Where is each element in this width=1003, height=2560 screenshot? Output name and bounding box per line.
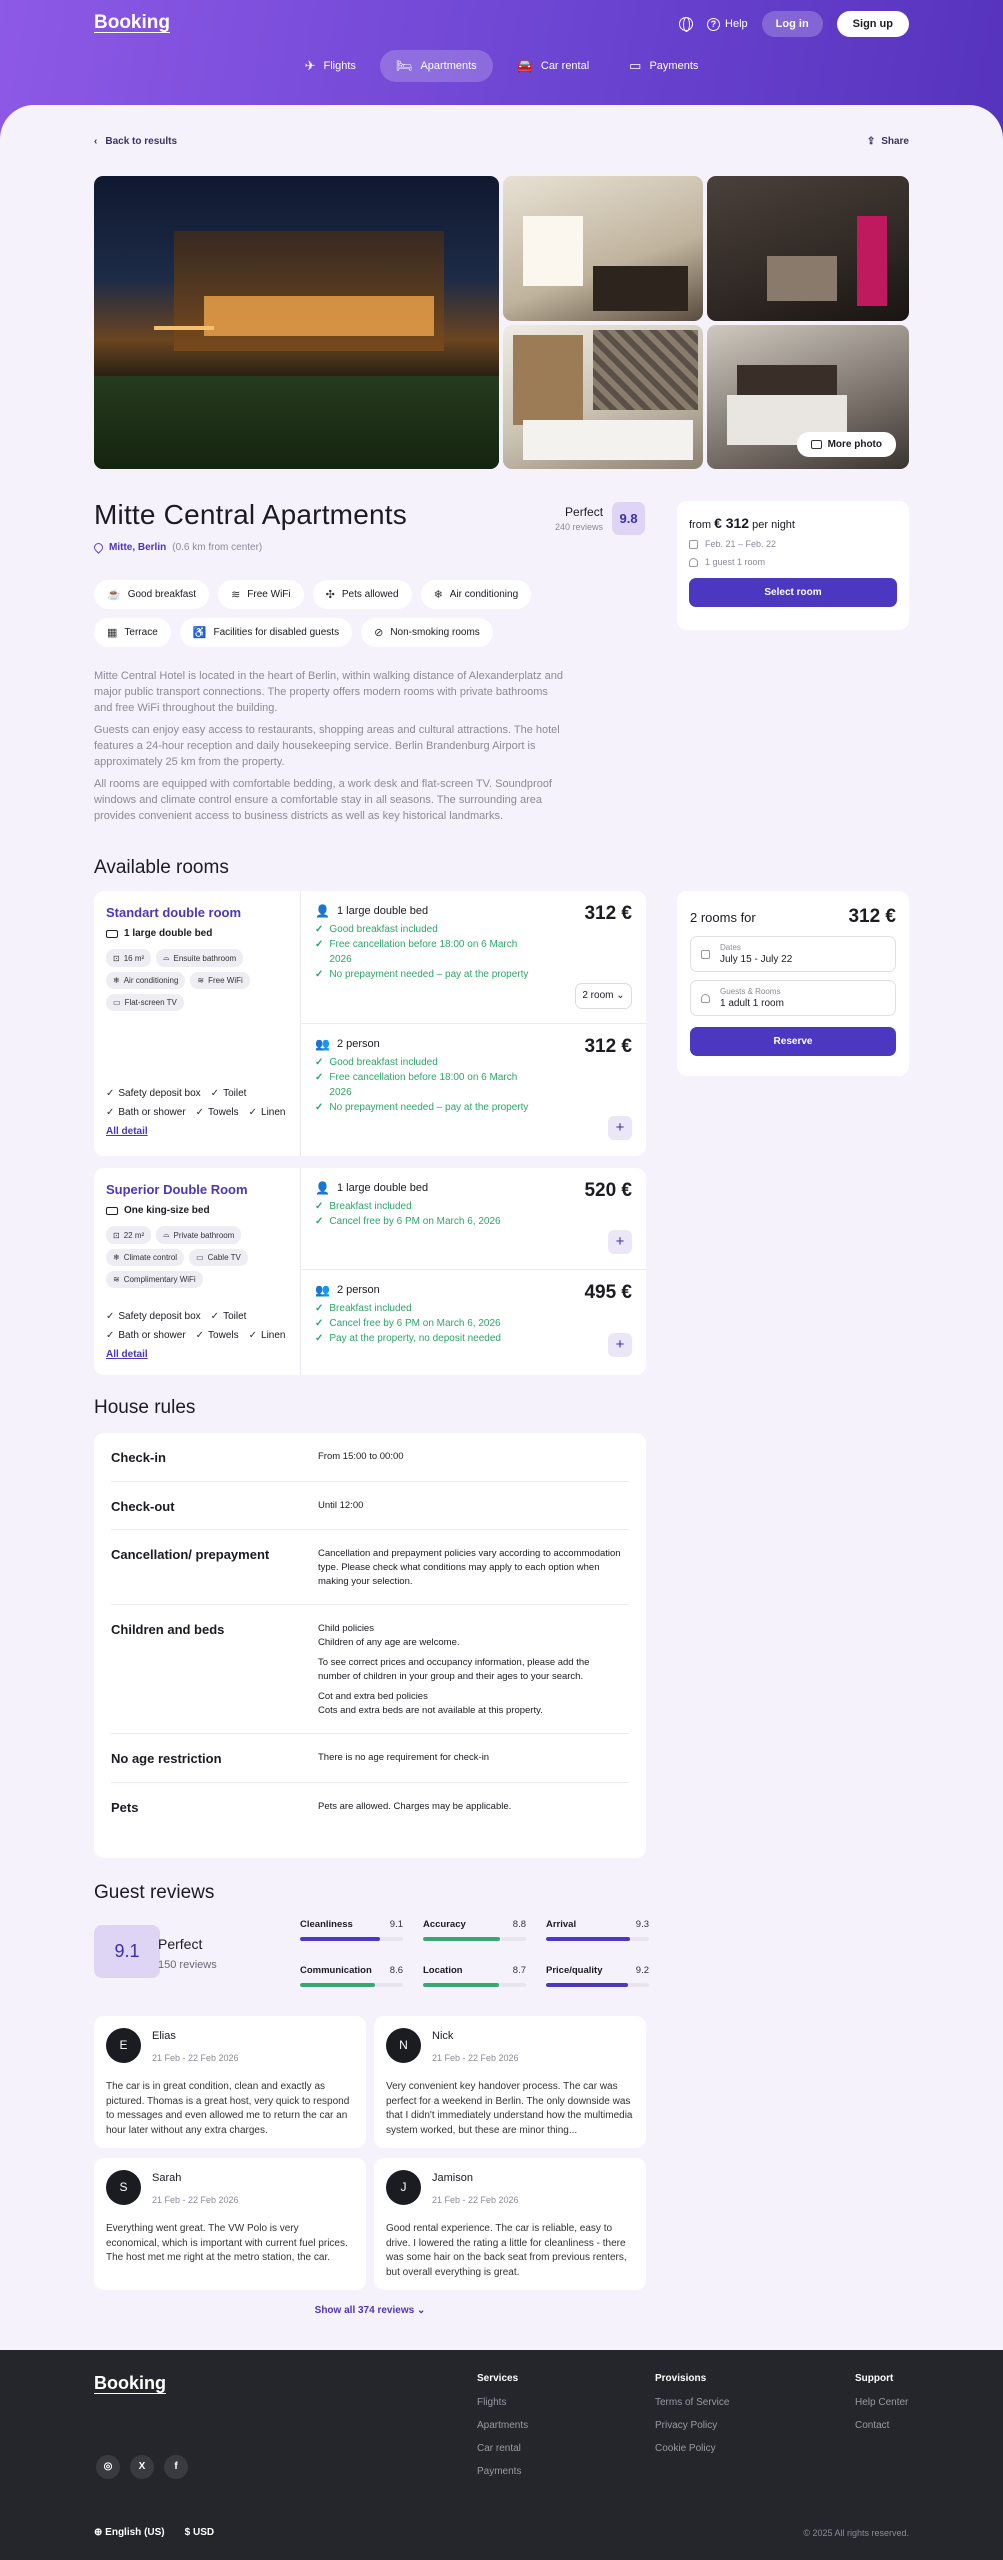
- room-features: ✓ Safety deposit box ✓ Toilet ✓ Bath or shower ✓ Towels ✓ Linen All detail: [106, 1084, 285, 1141]
- card-icon: ▭: [629, 58, 642, 73]
- score-bar-fill: [300, 1983, 375, 1987]
- avatar: S: [106, 2170, 141, 2205]
- category-score: Accuracy 8.8: [423, 1919, 526, 1941]
- amenities-list: [94, 580, 614, 647]
- person-icon: 👤: [315, 1181, 330, 1195]
- reviews-count[interactable]: 240 reviews: [555, 522, 604, 532]
- category-score: Arrival 9.3: [546, 1919, 649, 1941]
- ac-icon: ❄: [433, 589, 443, 601]
- all-detail-link[interactable]: All detail: [106, 1349, 148, 1360]
- category-score: Price/quality 9.2: [546, 1965, 649, 1987]
- option-price: 495 €: [584, 1282, 632, 1303]
- dates-field[interactable]: Dates July 15 - July 22: [690, 936, 896, 972]
- wifi-icon: ≋: [231, 589, 241, 601]
- room-photo-1[interactable]: [503, 176, 703, 321]
- rules-heading: House rules: [94, 1397, 196, 1418]
- header-actions: [679, 11, 909, 37]
- booking-card: 2 rooms for 312 € Dates July 15 - July 22 Guests & Rooms 1 adult 1 room Reserve: [677, 891, 909, 1076]
- option-price: 520 €: [584, 1180, 632, 1201]
- score-bar-fill: [423, 1983, 499, 1987]
- bed-icon: 🛏: [395, 58, 413, 73]
- climate-icon: ❄: [113, 1253, 120, 1262]
- area-icon: ⊡: [113, 953, 120, 963]
- review-score-badge: 9.1: [94, 1925, 160, 1978]
- category-score: Cleanliness 9.1: [300, 1919, 403, 1941]
- reviews-heading: Guest reviews: [94, 1882, 215, 1903]
- add-room-button[interactable]: +: [608, 1333, 632, 1357]
- avatar: J: [386, 2170, 421, 2205]
- copyright: © 2025 All rights reserved.: [803, 2528, 909, 2538]
- user-icon: [701, 994, 710, 1003]
- option-price: 312 €: [584, 903, 632, 924]
- reserve-button[interactable]: Reserve: [690, 1027, 896, 1056]
- avatar: E: [106, 2028, 141, 2063]
- review-card: E Elias 21 Feb - 22 Feb 2026 The car is in great condition, clean and exactly as pictured. Thomas is a great host, very quick to respond to messages and even allowed me to return the car an hour later without any extra charges.: [94, 2016, 366, 2148]
- chevron-down-icon: ⌄: [416, 2305, 426, 2316]
- room-option: 👤 1 large double bed 520 € ✓ Breakfast included ✓ Cancel free by 6 PM on March 6, 2026 +: [301, 1168, 646, 1270]
- amenity-chip: ≋ Free WiFi: [218, 580, 304, 609]
- rule-row: No age restriction There is no age requirement for check-in: [111, 1734, 629, 1783]
- calendar-icon: [701, 950, 710, 959]
- room-tag: ❄ Air conditioning: [106, 972, 185, 989]
- room-option: 👥 2 person 312 € ✓ Good breakfast included ✓ Free cancellation before 18:00 on 6 March 2026 ✓ No prepayment needed – pay at the property +: [301, 1024, 646, 1156]
- avatar: N: [386, 2028, 421, 2063]
- guests-field[interactable]: Guests & Rooms 1 adult 1 room: [690, 980, 896, 1016]
- room-tag: ≋ Complimentary WiFi: [106, 1271, 203, 1288]
- accessibility-icon: ♿: [192, 627, 207, 639]
- score-bar-fill: [423, 1937, 500, 1941]
- chevron-down-icon: ⌄: [616, 990, 625, 1001]
- language-select[interactable]: ⊕ English (US): [94, 2527, 165, 2538]
- footer-services: Services Flights Apartments Car rental Payments: [477, 2373, 529, 2477]
- person-icon: 👤: [315, 904, 330, 918]
- instagram-icon[interactable]: ◎: [96, 2455, 120, 2479]
- review-card: J Jamison 21 Feb - 22 Feb 2026 Good rental experience. The car is reliable, easy to drive. I lowered the rating a little for cleanliness - there was some hair on the back seat from previous renters, but overall everything is great.: [374, 2158, 646, 2290]
- amenity-chip: ♿ Facilities for disabled guests: [180, 618, 352, 647]
- category-tabs: [0, 50, 1003, 82]
- currency-select[interactable]: $ USD: [184, 2527, 215, 2538]
- no-smoking-icon: ⊘: [374, 627, 384, 639]
- share-button[interactable]: ⇪ Share: [866, 136, 909, 147]
- rule-row: Children and beds Child policies Children of any age are welcome. To see correct prices and occupancy information, please add the number of children in your group and their ages to your search. Cot and extra bed policies Cots and extra beds are not available at this property.: [111, 1605, 629, 1734]
- cup-icon: ☕: [107, 589, 121, 601]
- footer-locale: [94, 2527, 214, 2538]
- bed-icon: [106, 1207, 118, 1215]
- footer-support: Support Help Center Contact: [855, 2373, 909, 2431]
- review-summary: Perfect 150 reviews: [158, 1936, 217, 1971]
- option-price: 312 €: [584, 1036, 632, 1057]
- share-icon: ⇪: [866, 136, 876, 147]
- bath-icon: ⌓: [163, 953, 170, 962]
- tab-car-rental[interactable]: 🚘 Car rental: [516, 58, 590, 73]
- user-icon: [689, 558, 698, 567]
- tv-icon: ▭: [196, 1253, 204, 1262]
- x-icon[interactable]: X: [130, 2455, 154, 2479]
- score-bar-fill: [546, 1983, 628, 1987]
- calendar-icon: [689, 540, 698, 549]
- room-tag: ❄ Climate control: [106, 1249, 184, 1266]
- dollar-icon: $: [184, 2527, 191, 2538]
- plane-icon: ✈: [304, 58, 316, 73]
- hotel-exterior-photo[interactable]: [94, 176, 499, 469]
- room-card: Standart double room 1 large double bed ⊡ 16 m² ⌓ Ensuite bathroom ❄ Air conditioning ≋ Free WiFi ▭ Flat-screen TV ✓ Safety deposit box ✓ Toilet ✓ Bath or shower ✓ Towels ✓ Linen All detail 👤 1 large double bed 312 € ✓ Good breakfast included ✓ Free cancellation before 18:00 on 6 March 2026 ✓ No prepayment needed – pay at the property 2 room ⌄ 👥 2 person 312 € ✓ Good breakfast included ✓ Free cancellation before 18:00 on 6 March 2026 ✓ No prepayment needed – pay at the property +: [94, 891, 646, 1156]
- room-photo-2[interactable]: [707, 176, 909, 321]
- room-card: Superior Double Room One king-size bed ⊡ 22 m² ⌓ Private bathroom ❄ Climate control ▭ Cable TV ≋ Complimentary WiFi ✓ Safety deposit box ✓ Toilet ✓ Bath or shower ✓ Towels ✓ Linen All detail 👤 1 large double bed 520 € ✓ Breakfast included ✓ Cancel free by 6 PM on March 6, 2026 + 👥 2 person 495 € ✓ Breakfast included ✓ Cancel free by 6 PM on March 6, 2026 ✓ Pay at the property, no deposit needed +: [94, 1168, 646, 1375]
- amenity-chip: ✣ Pets allowed: [313, 580, 412, 609]
- footer: [0, 2350, 1003, 2560]
- wifi-icon: ≋: [113, 1275, 120, 1284]
- car-icon: 🚘: [516, 58, 533, 73]
- price-summary-card: from € 312 per night Feb. 21 – Feb. 22 1 guest 1 room Select room: [677, 501, 909, 630]
- amenity-chip: ☕ Good breakfast: [94, 580, 209, 609]
- score-badge: 9.8: [612, 502, 645, 535]
- room-tag: ⌓ Private bathroom: [156, 1226, 241, 1244]
- back-to-results-link[interactable]: ‹ Back to results: [94, 136, 178, 147]
- room-tag: ▭ Cable TV: [189, 1249, 248, 1266]
- more-photo-button[interactable]: More photo: [797, 432, 896, 457]
- tab-payments[interactable]: ▭ Payments: [629, 58, 699, 73]
- rule-row: Check-out Until 12:00: [111, 1482, 629, 1530]
- room-tag: ▭ Flat-screen TV: [106, 994, 184, 1011]
- rooms-heading: Available rooms: [94, 857, 229, 878]
- add-room-button[interactable]: +: [608, 1230, 632, 1254]
- tab-flights[interactable]: ✈ Flights: [304, 58, 356, 73]
- globe-icon: ⊕: [94, 2527, 103, 2538]
- help-icon: ?: [707, 18, 720, 31]
- room-features: ✓ Safety deposit box ✓ Toilet ✓ Bath or shower ✓ Towels ✓ Linen All detail: [106, 1307, 285, 1364]
- photo-gallery: [94, 176, 909, 469]
- area-icon: ⊡: [113, 1230, 120, 1240]
- category-score: Location 8.7: [423, 1965, 526, 1987]
- room-tag: ⊡ 16 m²: [106, 949, 151, 967]
- select-room-button[interactable]: Select room: [689, 578, 897, 607]
- rule-row: Cancellation/ prepayment Cancellation and prepayment policies vary according to accommodation type. Please check what conditions may apply to each option when making your selection.: [111, 1530, 629, 1605]
- room-name[interactable]: Superior Double Room: [106, 1182, 248, 1197]
- room-photo-4[interactable]: [707, 325, 909, 469]
- people-icon: 👥: [315, 1037, 330, 1051]
- amenity-chip: ▦ Terrace: [94, 618, 171, 647]
- globe-icon[interactable]: [679, 17, 693, 31]
- facebook-icon[interactable]: f: [164, 2455, 188, 2479]
- image-icon: [811, 440, 822, 449]
- add-room-button[interactable]: +: [608, 1116, 632, 1140]
- room-option: 👥 2 person 495 € ✓ Breakfast included ✓ Cancel free by 6 PM on March 6, 2026 ✓ Pay at the property, no deposit needed +: [301, 1270, 646, 1375]
- hotel-rating: [555, 502, 645, 535]
- room-tag: ⊡ 22 m²: [106, 1226, 151, 1244]
- hotel-name: Mitte Central Apartments: [94, 499, 407, 530]
- room-option: 👤 1 large double bed 312 € ✓ Good breakfast included ✓ Free cancellation before 18:00 on 6 March 2026 ✓ No prepayment needed – pay at the property 2 room ⌄: [301, 891, 646, 1024]
- house-rules-card: [94, 1433, 646, 1858]
- tab-apartments[interactable]: 🛏 Apartments: [380, 50, 493, 82]
- signup-button[interactable]: Sign up: [837, 11, 909, 37]
- room-name[interactable]: Standart double room: [106, 905, 242, 920]
- score-bar-fill: [546, 1937, 630, 1941]
- terrace-icon: ▦: [107, 627, 118, 639]
- footer-logo[interactable]: Booking: [94, 2373, 166, 2393]
- wifi-icon: ≋: [197, 976, 205, 985]
- hotel-location: Mitte, Berlin (0.6 km from center): [94, 542, 262, 553]
- hotel-description: Mitte Central Hotel is located in the heart of Berlin, within walking distance of Alexanderplatz and major public transport connections. The property offers modern rooms with private bathrooms and free WiFi throughout the building. Guests can enjoy easy access to restaurants, shopping areas and cultural attractions. The hotel features a 24-hour reception and daily housekeeping service. Berlin Brandenburg Airport is approximately 25 km from the property. All rooms are equipped with comfortable bedding, a work desk and flat-screen TV. Soundproof windows and climate control ensure a comfortable stay in all seasons. The surrounding area provides convenient access to business districts as well as key historical landmarks.: [94, 670, 563, 822]
- tv-icon: ▭: [113, 998, 121, 1007]
- paw-icon: ✣: [325, 589, 335, 601]
- help-link[interactable]: ? Help: [707, 18, 748, 31]
- chevron-left-icon: ‹: [94, 136, 98, 147]
- rule-row: Pets Pets are allowed. Charges may be applicable.: [111, 1800, 512, 1815]
- logo[interactable]: Booking: [94, 12, 170, 33]
- category-score: Communication 8.6: [300, 1965, 403, 1987]
- bath-icon: ⌓: [163, 1230, 170, 1239]
- people-icon: 👥: [315, 1283, 330, 1297]
- footer-provisions: Provisions Terms of Service Privacy Policy Cookie Policy: [655, 2373, 730, 2454]
- rating-word: Perfect: [565, 505, 604, 519]
- amenity-chip: ❄ Air conditioning: [421, 580, 532, 609]
- room-tag: ≋ Free WiFi: [190, 972, 249, 989]
- rule-row: Check-in From 15:00 to 00:00: [111, 1433, 629, 1482]
- review-card: N Nick 21 Feb - 22 Feb 2026 Very convenient key handover process. The car was perfect for a weekend in Berlin. The only downside was that I didn't immediately understand how the multimedia system worked, but these are minor thing...: [374, 2016, 646, 2148]
- room-quantity-select[interactable]: 2 room ⌄: [575, 983, 632, 1009]
- room-photo-3[interactable]: [503, 325, 703, 469]
- show-all-reviews-link[interactable]: Show all 374 reviews ⌄: [314, 2305, 426, 2316]
- bed-icon: [106, 930, 118, 938]
- ac-icon: ❄: [113, 976, 120, 985]
- room-tag: ⌓ Ensuite bathroom: [156, 949, 243, 967]
- all-detail-link[interactable]: All detail: [106, 1126, 148, 1137]
- review-card: S Sarah 21 Feb - 22 Feb 2026 Everything went great. The VW Polo is very economical, which is important with current fuel prices. The host met me right at the metro station, the car.: [94, 2158, 366, 2290]
- score-bar-fill: [300, 1937, 380, 1941]
- amenity-chip: ⊘ Non-smoking rooms: [361, 618, 493, 647]
- pin-icon: [92, 541, 105, 554]
- login-button[interactable]: Log in: [762, 11, 823, 37]
